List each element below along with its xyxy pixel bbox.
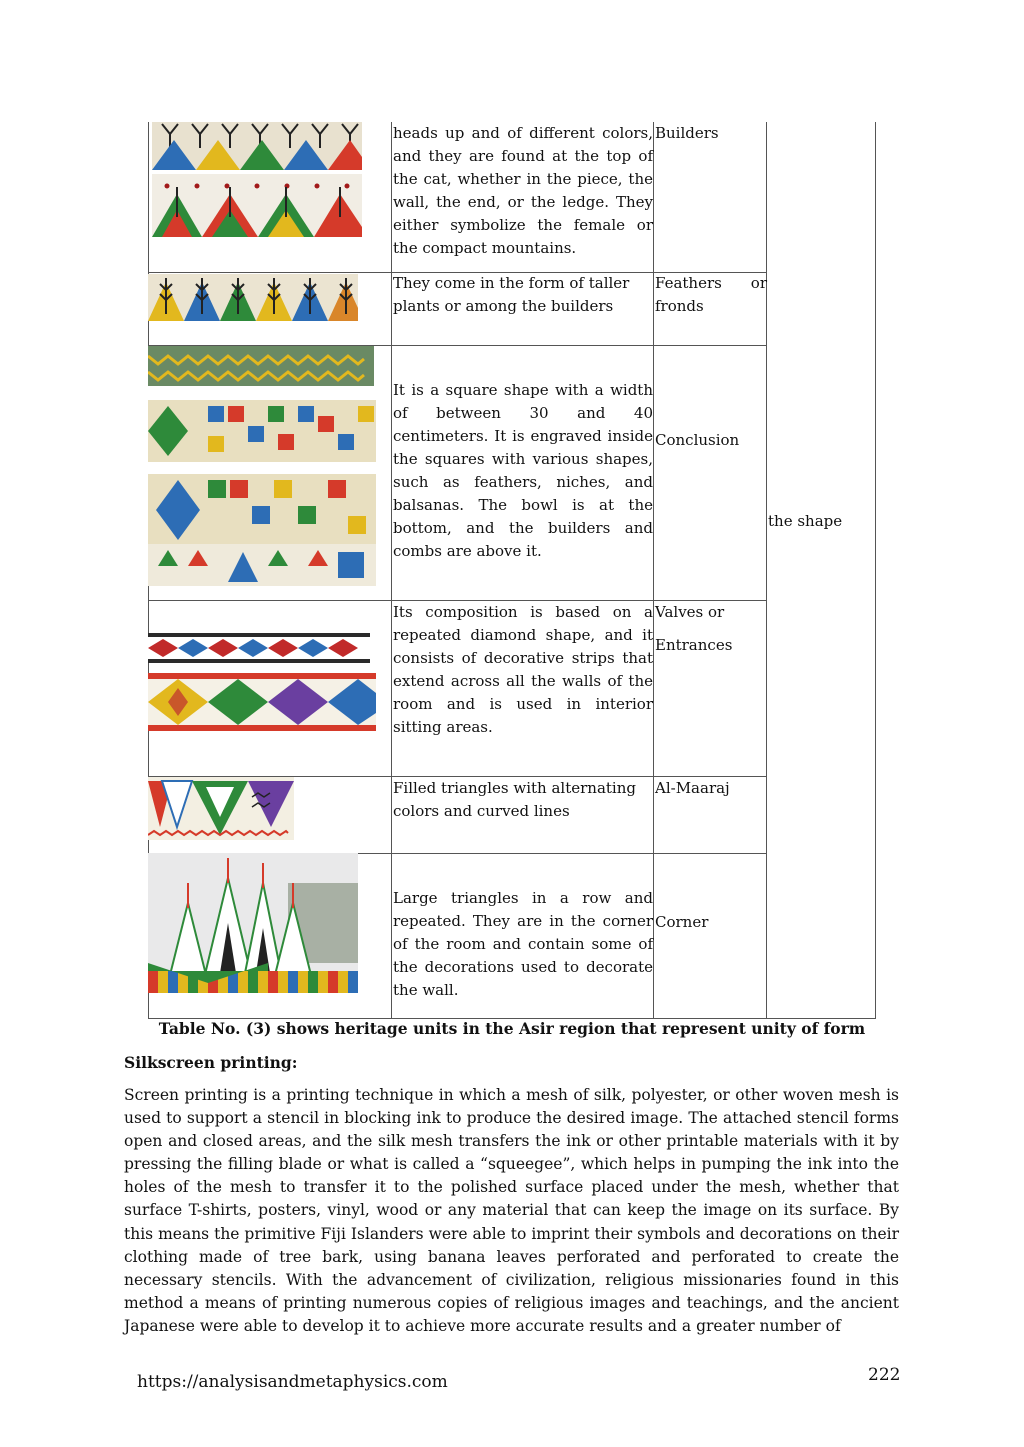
row-name: Feathers or fronds [655, 274, 767, 315]
heritage-units-table [148, 122, 876, 1019]
row-name: Conclusion [655, 431, 740, 449]
triangle-tree-pattern-image [152, 122, 362, 237]
row-description: Large triangles in a row and repeated. They are in the corner of the room and contain some of the decorations used to decorate the wall. [393, 889, 653, 999]
tree-triangle-strip-image [148, 274, 358, 321]
row-description: Its composition is based on a repeated diamond shape, and it consists of decorative strips that extend across all the walls of the room and is used in interior sitting areas. [393, 603, 653, 736]
row-name: Al-Maaraj [655, 779, 730, 797]
row-name: Valves or [655, 603, 725, 621]
row-description: They come in the form of taller plants or among the builders [393, 274, 630, 315]
filled-triangle-pattern-image [148, 777, 294, 840]
section-heading: Silkscreen printing: [124, 1053, 298, 1072]
row-name: Corner [655, 913, 709, 931]
footer-url-link[interactable]: https://analysisandmetaphysics.com [137, 1372, 448, 1392]
square-mosaic-pattern-image [148, 346, 376, 586]
merged-shape-label: the shape [768, 512, 843, 530]
page-number: 222 [868, 1365, 901, 1385]
row-description: heads up and of different colors, and they are found at the top of the cat, whether in the piece, the wall, the end, or the ledge. They either symbolize the female or the compact mountains. [393, 124, 653, 257]
table-caption: Table No. (3) shows heritage units in the Asir region that represent unity of form [158, 1019, 866, 1038]
row-name: Builders [655, 124, 719, 142]
corner-triangles-photo-image [148, 853, 358, 993]
diamond-strip-pattern-image [148, 633, 376, 731]
row-description: It is a square shape with a width of between 30 and 40 centimeters. It is engraved inside the squares with various shapes, such as feathers, niches, and balsanas. The bowl is at the bottom, and the builders and combs are above it. [393, 381, 653, 560]
row-description: Filled triangles with alternating colors and curved lines [393, 779, 636, 820]
row-name: Entrances [655, 636, 733, 654]
body-paragraph: Screen printing is a printing technique in which a mesh of silk, polyester, or other woven mesh is used to support a stencil in blocking ink to produce the desired image. The attached stencil forms open and closed areas, and the silk mesh transfers the ink or other printable materials with it by pressing the filling blade or what is called a “squeegee”, which helps in pumping the ink into the holes of the mesh to transfer it to the polished surface placed under the mesh, whether that surface T-shirts, posters, vinyl, wood or any material that can keep the image on its surface. By this means the primitive Fiji Islanders were able to imprint their symbols and decorations on their clothing made of tree bark, using banana leaves perforated and perforated to create the necessary stencils. With the advancement of civilization, religious missionaries found in this method a means of printing numerous copies of religious images and teachings, and the ancient Japanese were able to develop it to achieve more accurate results and a greater number of [124, 1086, 899, 1335]
